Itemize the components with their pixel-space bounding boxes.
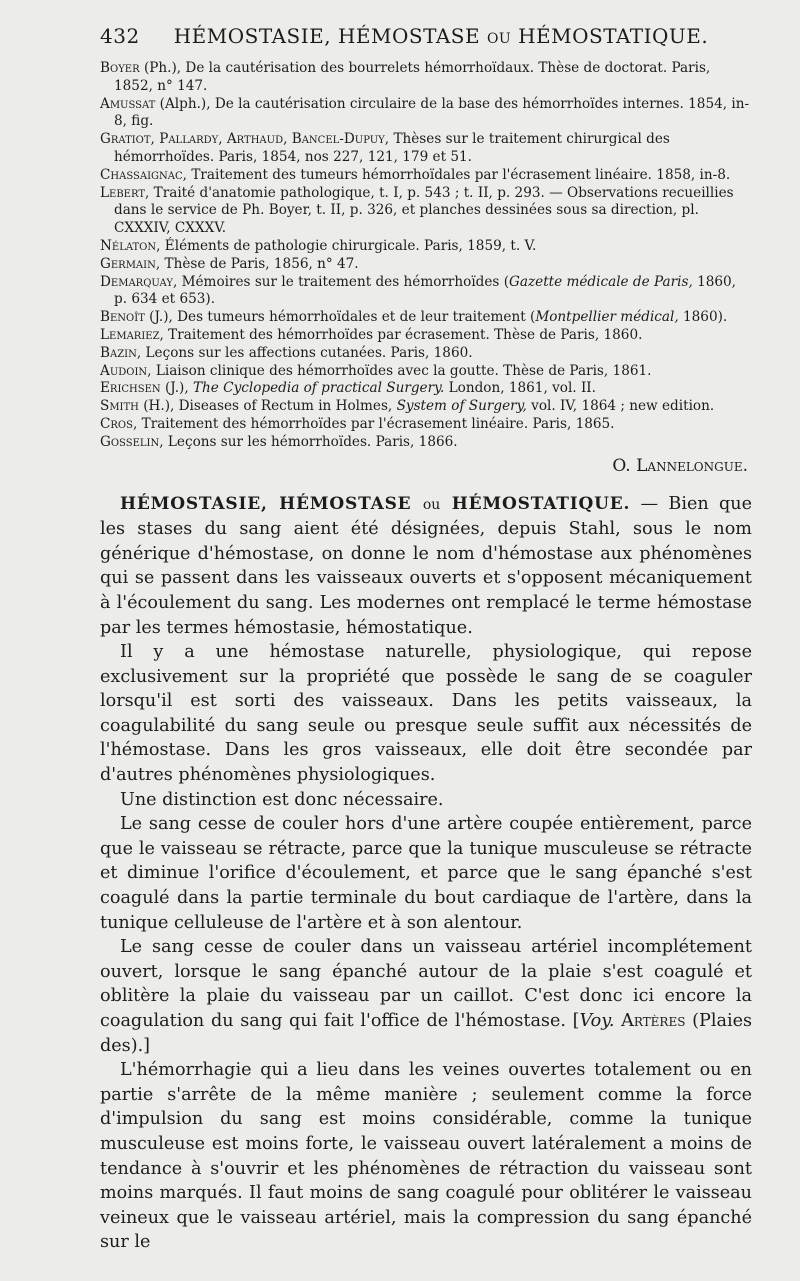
paragraph-text: — Bien que les stases du sang aient été désignées, depuis Stahl, sous le nom générique d'hémostase, on donne le nom d'hémostase aux phénomènes qui se passent dans les vaisseaux ouverts et s'opposent mécaniquement à l'écoulement du sang. Les modernes ont remplacé le terme hémostase par les termes hémostasie, hémostatique.: [100, 493, 752, 638]
ref-initial: ,: [147, 362, 156, 379]
ref-text: Traitement des tumeurs hémorrhoïdales par l'écrasement linéaire. 1858, in-8.: [191, 166, 731, 183]
reference-item: [100, 60, 752, 96]
ref-author: Boyer: [100, 60, 140, 76]
ref-text: De la cautérisation circulaire de la base des hémorrhoïdes internes. 1854, in-8, fig.: [114, 95, 750, 130]
ref-author: Cros: [100, 415, 133, 432]
ref-author: Lebert: [100, 184, 145, 201]
running-head: [100, 24, 752, 58]
paragraph-text: Le sang cesse de couler dans un vaisseau artériel incomplétement ouvert, lorsque le sang épanché autour de la plaie s'est coagulé et oblitère la plaie du vaisseau par un caillot. C'est donc ici encore la coagulation du sang qui fait l'office de l'hémostase. [: [100, 937, 752, 1031]
paragraph-text: (Plaies des).]: [100, 1011, 753, 1056]
heading-ou: ou: [422, 496, 441, 513]
reference-item: [100, 309, 752, 327]
ref-initial: ,: [132, 415, 142, 432]
cross-ref-voy: Voy.: [579, 1011, 615, 1031]
ref-initial: ,: [172, 273, 182, 290]
ref-text: Leçons sur les affections cutanées. Paris, 1860.: [145, 344, 473, 361]
ref-journal: Gazette médicale de Paris,: [509, 273, 693, 290]
page-number: 432: [100, 24, 140, 48]
heading-part-b: HÉMOSTATIQUE.: [451, 493, 631, 514]
reference-item: [100, 131, 752, 167]
ref-author: Audoin: [100, 362, 148, 379]
reference-item: [100, 96, 752, 132]
ref-author: Amussat: [100, 95, 156, 112]
running-title-b: HÉMOSTATIQUE.: [518, 24, 709, 48]
ref-text: Traitement des hémorrhoïdes par l'écrasement linéaire. Paris, 1865.: [141, 415, 615, 432]
paragraph: [100, 492, 752, 641]
paragraph: Le sang cesse de couler hors d'une artère coupée entièrement, parce que le vaisseau se rétracte, parce que la tunique musculeuse se rétracte et diminue l'orifice d'écoulement, et parce que le sang épanché s'est coagulé dans la partie terminale du bout cardiaque de l'artère, dans la tunique celluleuse de l'artère et à son alentour.: [100, 814, 752, 933]
ref-text: Éléments de pathologie chirurgicale. Paris, 1859, t. V.: [164, 237, 537, 254]
ref-author: Bazin: [100, 344, 137, 361]
ref-journal: The Cyclopedia of practical Surgery.: [192, 380, 445, 397]
ref-initial: ,: [384, 131, 394, 148]
ref-text: 1860).: [678, 309, 728, 326]
ref-author: Germain: [100, 255, 156, 272]
reference-item: [100, 256, 752, 274]
reference-item: [100, 167, 752, 185]
ref-text: vol. IV, 1864 ; new edition.: [526, 398, 715, 415]
ref-initial: ,: [182, 166, 192, 183]
ref-text: Mémoires sur le traitement des hémorrhoïdes (: [181, 273, 510, 290]
ref-initial: ,: [155, 255, 165, 272]
bibliography: [100, 60, 752, 452]
ref-author: Chassaignac: [100, 166, 183, 183]
ref-text: De la cautérisation des bourrelets hémorrhoïdaux. Thèse de doctorat. Paris, 1852, n° 147.: [114, 60, 711, 94]
paragraph: [100, 935, 752, 1058]
ref-initial: (J.),: [144, 309, 178, 326]
ref-initial: (Ph.),: [139, 60, 186, 76]
ref-author: Smith: [100, 398, 139, 415]
reference-item: [100, 185, 752, 238]
ref-text: Traité d'anatomie pathologique, t. I, p. 543 ; t. II, p. 293. — Observations recueillies dans le service de Ph. Boyer, t. II, p. 326, et planches dessinées sous sa direction, pl. CXXXIV, CXXXV.: [114, 184, 734, 237]
reference-item: [100, 434, 752, 452]
ref-initial: ,: [159, 433, 168, 450]
running-title: [170, 24, 752, 48]
ref-author: Nélaton: [100, 237, 157, 254]
reference-item: [100, 416, 752, 434]
paragraph: Il y a une hémostase naturelle, physiologique, qui repose exclusivement sur la propriété que possède le sang de se coaguler lorsqu'il est sorti des vaisseaux. Dans les petits vaisseaux, la coagulabilité du sang seule ou presque seule suffit aux nécessités de l'hémostase. Dans les gros vaisseaux, elle doit être secondée par d'autres phénomènes physiologiques.: [100, 642, 752, 786]
ref-initial: ,: [136, 344, 146, 361]
ref-text: Des tumeurs hémorrhoïdales et de leur traitement (: [177, 309, 536, 326]
heading-part-a: HÉMOSTASIE, HÉMOSTASE: [120, 493, 412, 514]
ref-initial: ,: [156, 237, 165, 254]
ref-text: Thèse de Paris, 1856, n° 47.: [164, 255, 359, 272]
ref-author: Demarquay: [100, 273, 173, 290]
ref-text: Diseases of Rectum in Holmes,: [178, 398, 397, 415]
ref-author: Erichsen: [100, 380, 161, 397]
ref-text: London, 1861, vol. II.: [444, 380, 597, 397]
cross-ref-target: Artères: [614, 1011, 686, 1031]
reference-item: [100, 274, 752, 310]
ref-text: Liaison clinique des hémorrhoïdes avec la goutte. Thèse de Paris, 1861.: [155, 362, 652, 379]
ref-text: Thèses sur le traitement chirurgical des hémorrhoïdes. Paris, 1854, nos 227, 121, 179 et 51.: [114, 131, 670, 165]
reference-item: [100, 363, 752, 381]
ref-initial: ,: [145, 184, 154, 201]
author-signature: O. Lannelongue.: [612, 455, 748, 476]
ref-author: Benoît: [100, 309, 145, 326]
article-body: [100, 492, 752, 1255]
reference-item: [100, 380, 752, 398]
ref-initial: (H.),: [138, 398, 179, 415]
ref-journal: System of Surgery,: [396, 398, 527, 415]
reference-item: [100, 345, 752, 363]
running-title-ou: OU: [486, 31, 512, 47]
reference-item: [100, 327, 752, 345]
paragraph: L'hémorrhagie qui a lieu dans les veines ouvertes totalement ou en partie s'arrête de la même manière ; seulement comme la force d'impulsion du sang est moins considérable, comme la tunique musculeuse est moins forte, le vaisseau ouvert latéralement a moins de tendance à s'ouvrir et les phénomènes de rétraction du vaisseau sont moins marqués. Il faut moins de sang coagulé pour oblitérer le vaisseau veineux que le vaisseau artériel, mais la compression du sang épanché sur le: [100, 1060, 752, 1253]
ref-journal: Montpellier médical,: [535, 309, 679, 326]
ref-text: Leçons sur les hémorrhoïdes. Paris, 1866.: [167, 433, 458, 450]
ref-text: 1860, p. 634 et 653).: [114, 273, 737, 308]
ref-initial: (Alph.),: [155, 95, 215, 112]
ref-initial: ,: [159, 326, 169, 343]
ref-author: Gratiot, Pallardy, Arthaud, Bancel-Dupuy: [100, 131, 385, 148]
ref-author: Lemariez: [100, 326, 160, 343]
reference-item: [100, 238, 752, 256]
running-title-a: HÉMOSTASIE, HÉMOSTASE: [173, 24, 481, 48]
reference-item: [100, 398, 752, 416]
ref-text: Traitement des hémorrhoïdes par écrasement. Thèse de Paris, 1860.: [168, 326, 643, 343]
ref-author: Gosselin: [100, 433, 160, 450]
paragraph: Une distinction est donc nécessaire.: [120, 789, 444, 810]
article-heading: [120, 494, 630, 514]
ref-initial: (J.),: [160, 380, 193, 397]
